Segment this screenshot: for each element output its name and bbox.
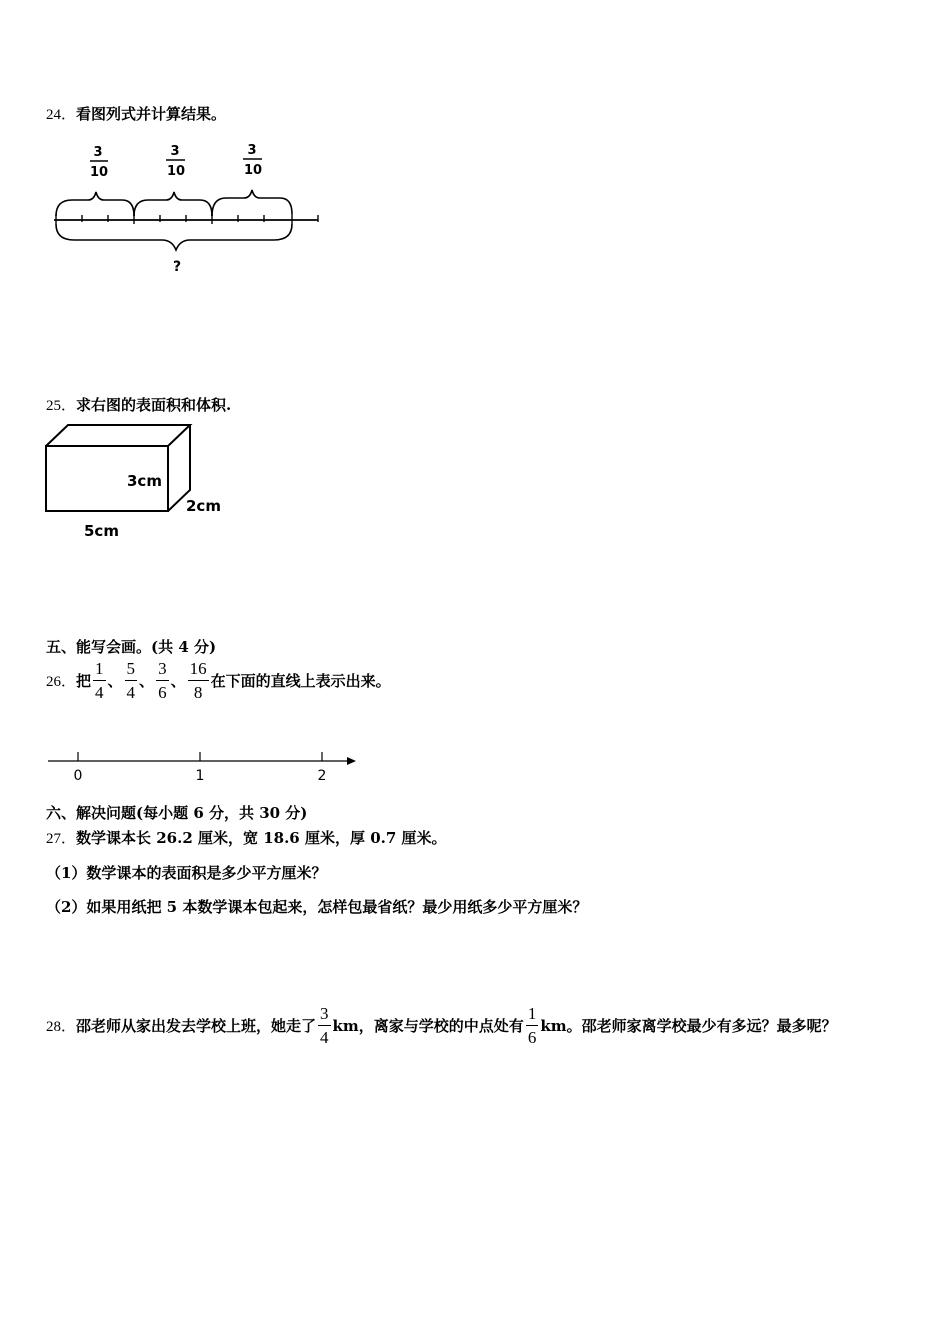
q28-frac-2: $\frac{1}{6}$	[527, 1004, 537, 1047]
q26-suffix: 在下面的直线上表示出来。	[210, 672, 391, 690]
q24-stem	[46, 103, 226, 124]
q26-number-line	[46, 748, 366, 788]
q25-cuboid-top	[46, 425, 190, 446]
q24-number: 24．	[46, 107, 77, 123]
q25-label-depth: 2cm	[186, 497, 221, 515]
q24-frac-3	[243, 143, 262, 178]
q27-sub-1: （1）数学课本的表面积是多少平方厘米？	[46, 864, 327, 882]
q26-tick-0: 0	[73, 768, 83, 784]
q26-tick-1: 1	[195, 768, 205, 784]
q28-part-3: km。邵老师家离学校最少有多远？最多呢？	[540, 1017, 837, 1035]
q26-tick-2: 2	[317, 768, 327, 784]
q24-frac-3-den: 10	[243, 163, 263, 178]
q26-number: 26．	[46, 674, 77, 690]
q24-brace-1	[56, 192, 134, 216]
q24-frac-2-num: 3	[170, 144, 180, 159]
q27-number: 27．	[46, 831, 77, 847]
q24-brace-bottom	[56, 224, 292, 250]
section-6-title: 六、解决问题(每小题 6 分，共 30 分)	[46, 804, 308, 822]
q26-frac-4: $\frac{16}{8}$	[189, 659, 207, 702]
q25-cuboid-figure	[44, 422, 194, 514]
q26-frac-1: $\frac{1}{4}$	[95, 659, 104, 702]
q28-number: 28．	[46, 1019, 77, 1035]
q25-number: 25．	[46, 398, 77, 414]
q28-part-2: km，离家与学校的中点处有	[332, 1017, 524, 1035]
q24-frac-1	[90, 145, 108, 180]
q24-frac-3-num: 3	[247, 143, 257, 158]
q24-frac-1-den: 10	[89, 165, 109, 180]
q26-frac-3: $\frac{3}{6}$	[158, 659, 167, 702]
q26-frac-2: $\frac{5}{4}$	[126, 659, 136, 702]
q25-text: 求右图的表面积和体积.	[76, 396, 232, 414]
q28-frac-1: $\frac{3}{4}$	[320, 1004, 329, 1047]
q24-frac-2	[166, 144, 185, 179]
q24-brace-3	[212, 190, 292, 216]
q27-stem	[46, 827, 447, 848]
q24-question-mark: ?	[172, 259, 182, 275]
q24-frac-1-num: 3	[93, 145, 103, 160]
q25-stem	[46, 394, 231, 415]
q28-stem	[46, 1005, 837, 1046]
section-5-title: 五、能写会画。(共 4 分)	[46, 638, 217, 656]
q27-sub-2: （2）如果用纸把 5 本数学课本包起来，怎样包最省纸？最少用纸多少平方厘米？	[46, 898, 588, 916]
q28-part-1: 邵老师从家出发去学校上班，她走了	[76, 1017, 317, 1035]
q24-brace-2	[134, 192, 212, 216]
q26-sep-1: 、	[107, 672, 123, 690]
q24-ticks	[56, 214, 318, 224]
q25-label-length: 5cm	[84, 522, 119, 540]
q26-stem	[46, 660, 391, 701]
q24-text: 看图列式并计算结果。	[76, 105, 227, 123]
q27-text: 数学课本长 26.2 厘米，宽 18.6 厘米，厚 0.7 厘米。	[76, 829, 447, 847]
q24-figure	[48, 138, 328, 278]
q25-label-height: 3cm	[127, 472, 162, 490]
q26-sep-2: 、	[139, 672, 155, 690]
q26-prefix: 把	[76, 672, 92, 690]
q26-sep-3: 、	[170, 672, 186, 690]
q24-frac-2-den: 10	[166, 164, 186, 179]
